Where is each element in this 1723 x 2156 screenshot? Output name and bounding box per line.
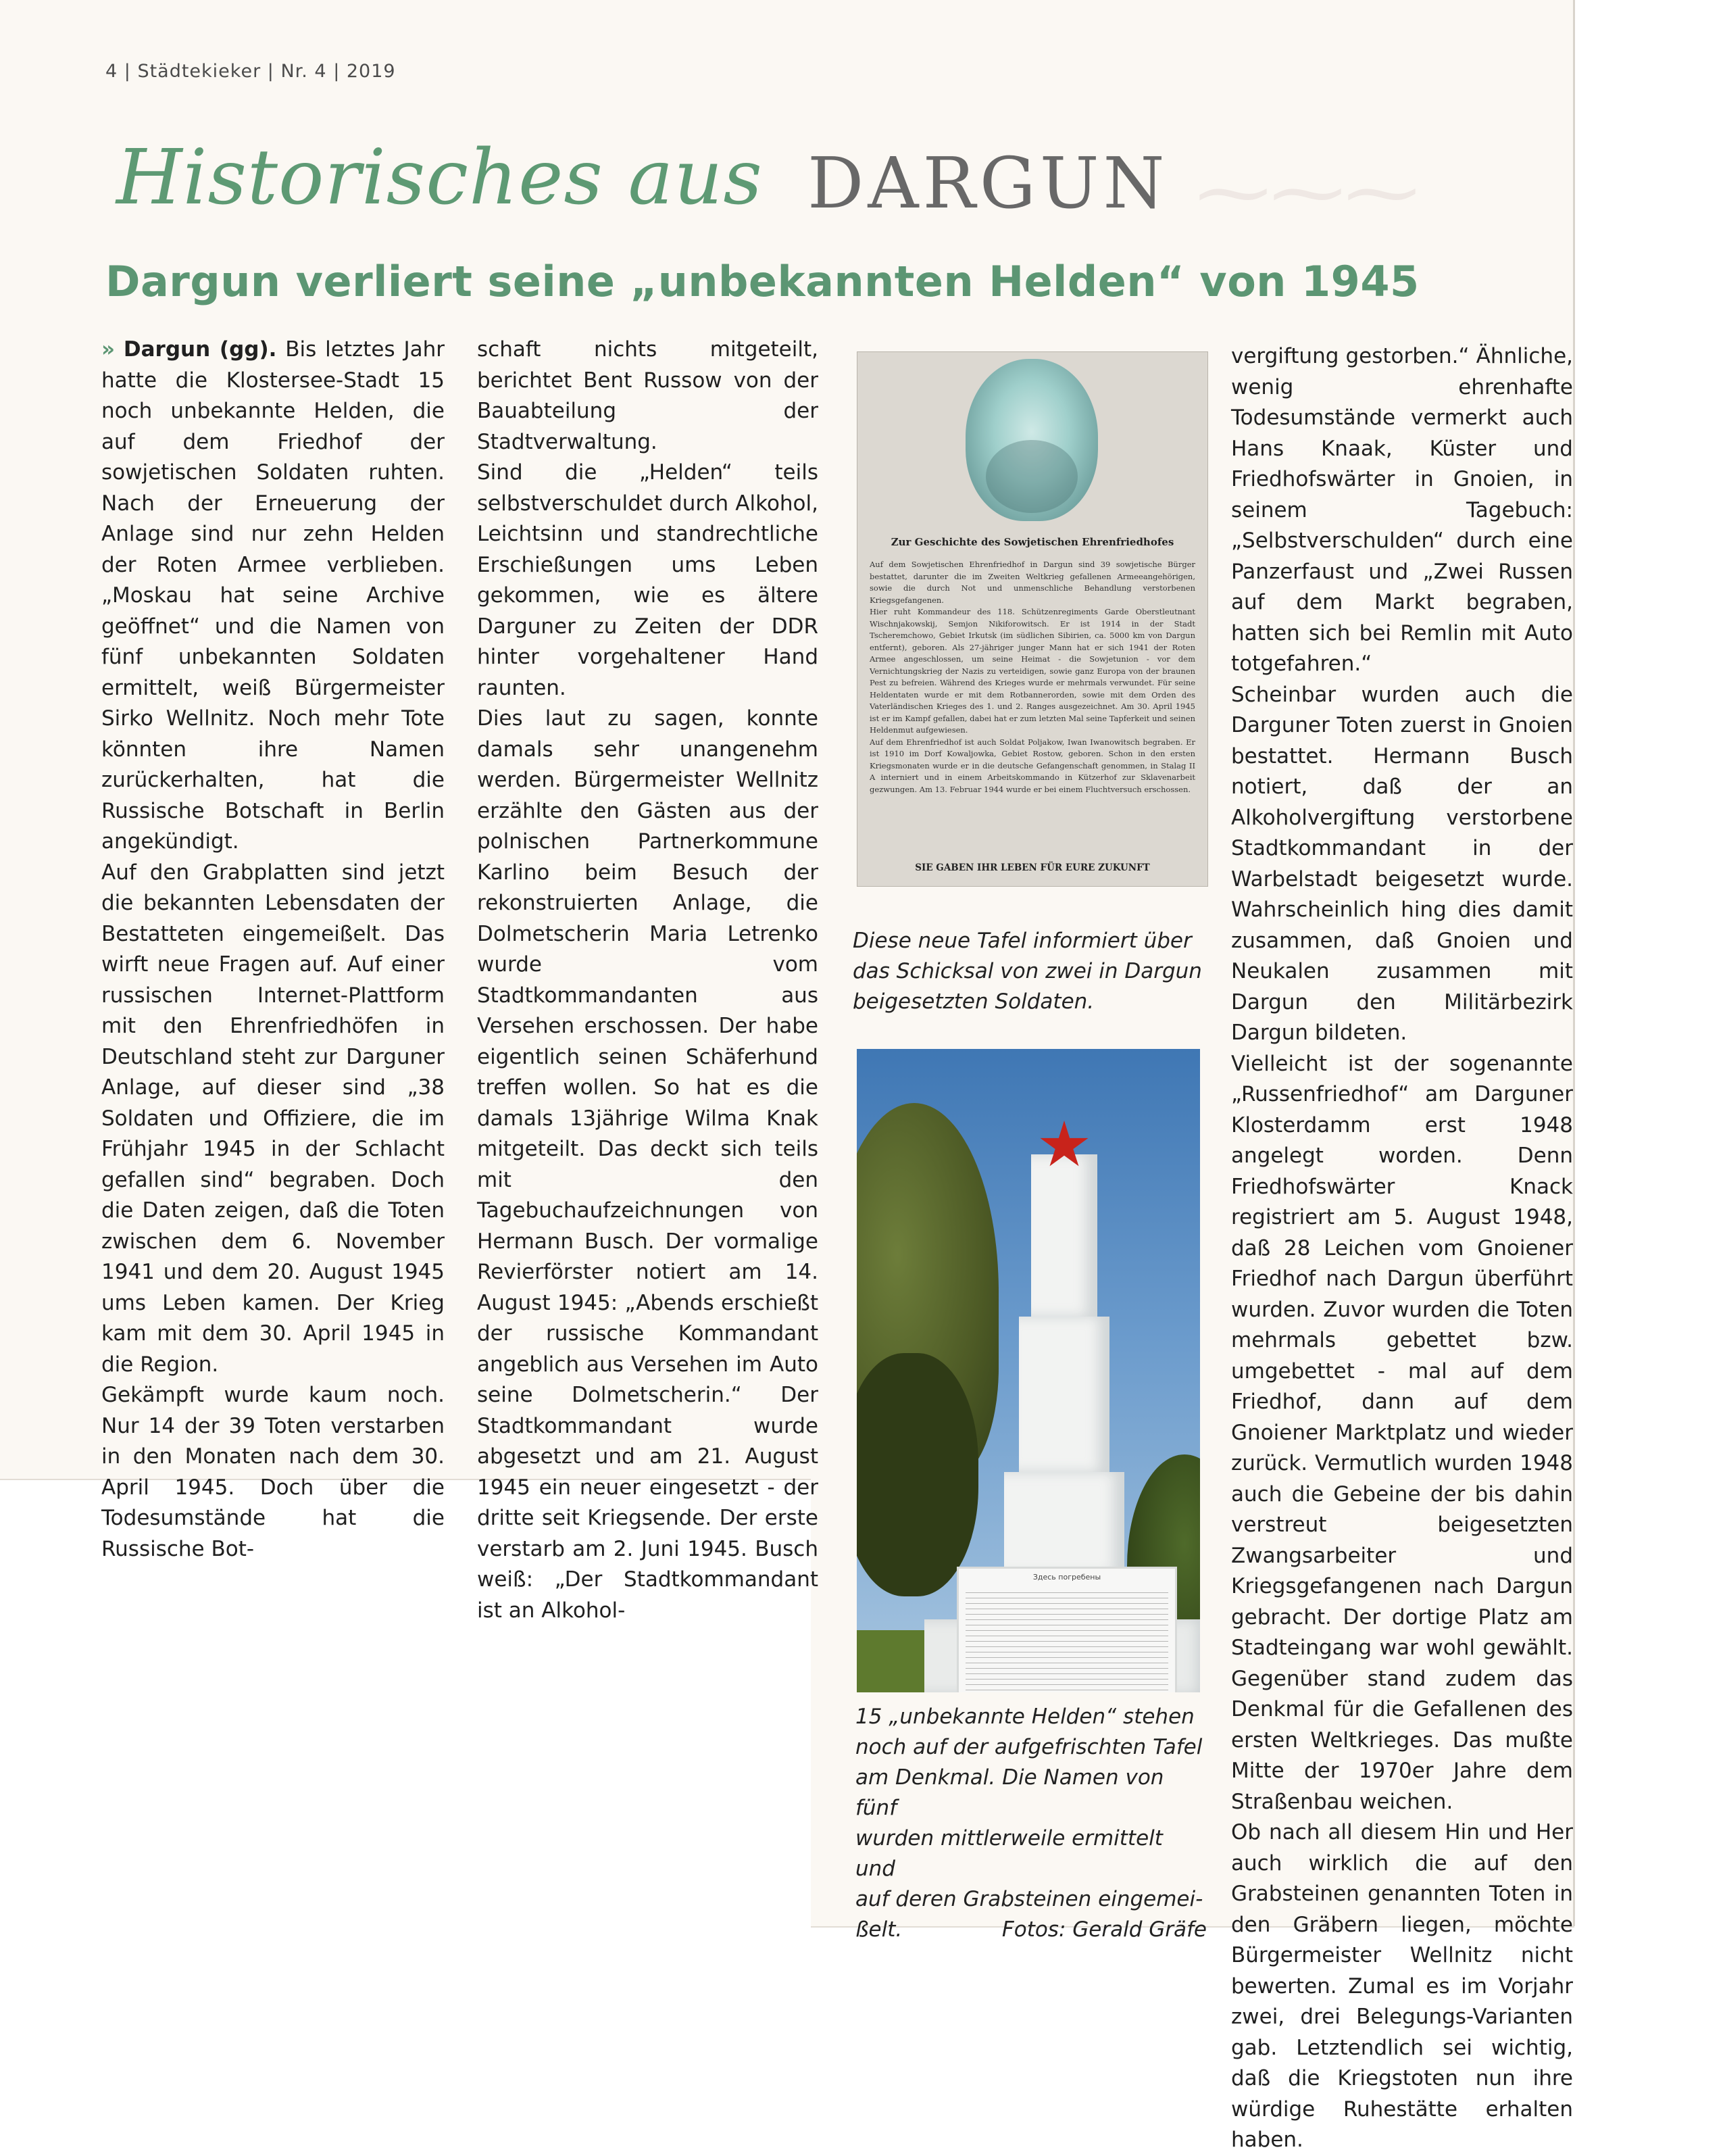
section-kicker-caps: DARGUN bbox=[807, 142, 1169, 224]
article-headline: Dargun verliert seine „unbekannten Helden“ von 1945 bbox=[105, 257, 1420, 306]
paragraph-text: Bis letztes Jahr hatte die Klostersee-Stadt 15 noch unbekannte Helden, die auf dem Friedhof der sowjetischen Soldaten ruhten. Nach der Erneuerung der Anlage sind nur zehn Helden der Roten Armee verblieben. „Moskau hat seine Archive geöffnet“ und die Namen von fünf unbekannten Soldaten ermittelt, weiß Bürgermeister Sirko Wellnitz. Noch mehr Tote könnten ihre Namen zurückerhalten, hat die Russische Botschaft in Berlin angekündigt. bbox=[101, 337, 445, 854]
page-folio: 4 | Städtekieker | Nr. 4 | 2019 bbox=[105, 61, 396, 82]
tablet-title: Здесь погребены bbox=[1032, 1573, 1101, 1582]
caption-line: am Denkmal. Die Namen von fünf bbox=[855, 1765, 1164, 1820]
plaque-title: Zur Geschichte des Sowjetischen Ehrenfriedhofes bbox=[891, 536, 1174, 548]
article-paragraph: Auf den Grabplatten sind jetzt die bekannten Lebensdaten der Bestatteten eingemeißelt. Das wirft neue Fragen auf. Auf einer russischen Internet-Plattform mit den Ehrenfriedhöfen in Deutschland steht zur Darguner Anlage, auf dieser sind „38 Soldaten und Offiziere, die im Frühjahr 1945 in der Schlacht gefallen sind“ begraben. Doch die Daten zeigen, daß die Toten zwischen dem 6. November 1941 und dem 20. August 1945 ums Leben kamen. Der Krieg kam mit dem 30. April 1945 in die Region. bbox=[101, 860, 445, 1377]
plaque-paragraph: Auf dem Sowjetischen Ehrenfriedhof in Dargun sind 39 sowjetische Bürger bestattet, darunter die im Zweiten Weltkrieg gefallenen Armeeangehörigen, sowie die durch Not und unmenschliche Behandlung verstorbenen Kriegsgefangenen. bbox=[870, 560, 1195, 605]
caption-line: wurden mittlerweile ermittelt und bbox=[855, 1826, 1163, 1881]
article-paragraph: Scheinbar wurden auch die Darguner Toten zuerst in Gnoien bestattet. Hermann Busch notiert, daß der an Alkoholvergiftung verstorbene Stadtkommandant in der Warbelstadt beigesetzt wurde. Wahrscheinlich hing dies damit zusammen, daß Gnoien und Neukalen zusammen mit Dargun den Militärbezirk Dargun bildeten. bbox=[1231, 682, 1573, 1045]
monument-caption bbox=[855, 1702, 1207, 1945]
caption-line: 15 „unbekannte Helden“ stehen bbox=[855, 1705, 1195, 1729]
article-paragraph: schaft nichts mitgeteilt, berichtet Bent Russow von der Bauabteilung der Stadtverwaltung. bbox=[477, 337, 818, 454]
soldier-portrait bbox=[966, 359, 1098, 521]
plaque-text bbox=[870, 559, 1195, 795]
show-through-decor: ⁓⁓⁓ bbox=[1196, 149, 1419, 235]
article-paragraph bbox=[101, 335, 445, 858]
portrait-shade bbox=[986, 440, 1078, 513]
caption-line: noch auf der aufgefrischten Tafel bbox=[855, 1735, 1203, 1759]
caption-last-line bbox=[855, 1915, 1207, 1945]
monument-tier bbox=[1019, 1317, 1109, 1472]
dateline: Dargun (gg). bbox=[123, 337, 277, 362]
lead-marker: » bbox=[101, 337, 116, 362]
article-paragraph: Gekämpft wurde kaum noch. Nur 14 der 39 Toten verstarben in den Monaten nach dem 30. April 1945. Doch über die Todesumstände hat die Russische Bot- bbox=[101, 1383, 445, 1561]
caption-line: auf deren Grabsteinen eingemei- bbox=[855, 1887, 1203, 1911]
section-kicker-script: Historisches aus bbox=[116, 134, 763, 222]
memorial-plaque-photo bbox=[857, 351, 1208, 887]
plaque-paragraph: Auf dem Ehrenfriedhof ist auch Soldat Poljakow, Iwan Iwanowitsch begraben. Er ist 1910 im Dorf Kowaljowka, Gebiet Rostow, geboren. Schon in den ersten Kriegsmonaten wurde er in die deutsche Gefangenschaft genommen, in Stalag II A interniert und in einem Arbeitskommando in Kützerhof zur Sklavenarbeit gezwungen. Am 13. Februar 1944 wurde er bei einem Fluchtversuch erschossen. bbox=[870, 737, 1195, 794]
article-paragraph: Dies laut zu sagen, konnte damals sehr unangenehm werden. Bürgermeister Wellnitz erzählte den Gästen aus der polnischen Partnerkommune Karlino beim Besuch der rekonstruierten Anlage, die Dolmetscherin Maria Letrenko wurde vom Stadtkommandanten aus Versehen erschossen. Der habe eigentlich seinen Schäferhund treffen wollen. So hat es die damals 13jährige Wilma Knak mitgeteilt. Das deckt sich teils mit den Tagebuchaufzeichnungen von Hermann Busch. Der vormalige Revierförster notiert am 14. August 1945: „Abends erschießt der russische Kommandant angeblich aus Versehen im Auto seine Dolmetscherin.“ Der Stadtkommandant wurde abgesetzt und am 21. August 1945 ein neuer eingesetzt - der dritte seit Kriegsende. Der erste verstarb am 2. Juni 1945. Busch weiß: „Der Stadtkommandant ist an Alkohol- bbox=[477, 706, 818, 1623]
plaque-footer: SIE GABEN IHR LEBEN FÜR EURE ZUKUNFT bbox=[915, 862, 1150, 873]
plaque-caption: Diese neue Tafel informiert über das Schicksal von zwei in Dargun beigesetzten Soldaten. bbox=[853, 929, 1202, 1014]
article-paragraph: Vielleicht ist der sogenannte „Russenfriedhof“ am Darguner Klosterdamm erst 1948 angelegt worden. Denn Friedhofswärter Knack registriert am 5. August 1948, daß 28 Leichen vom Gnoiener Friedhof nach Dargun überführt wurden. Zuvor wurden die Toten mehrmals gebettet bzw. umgebettet - mal auf dem Friedhof, dann auf dem Gnoiener Marktplatz und wieder zurück. Vermutlich wurden 1948 auch die Gebeine der bis dahin verstreut beigesetzten Zwangsarbeiter und Kriegsgefangenen nach Dargun gebracht. Der dortige Platz am Stadteingang war wohl gewählt. Gegenüber stand zudem das Denkmal für die Gefallenen des ersten Weltkrieges. Das mußte Mitte der 1970er Jahre dem Straßenbau weichen. bbox=[1231, 1051, 1573, 1814]
tree-shadow bbox=[857, 1353, 978, 1596]
plaque-paragraph: Hier ruht Kommandeur des 118. Schützenregiments Garde Oberstleutnant Wischnjakowskij, Semjon Nikiforowitsch. Er ist 1914 in der Stadt Tscheremchowo, Gebiet Irkutsk (im südlichen Sibirien, ca. 5000 km von Dargun entfernt), geboren. Als 27-jähriger junger Mann hat er sich 1941 der Roten Armee angeschlossen, um seine Heimat - die Sowjetunion - vor dem Vernichtungskrieg der Nazis zu verteidigen, sowie ganz Europa von der braunen Pest zu befreien. Während des Krieges wurde er mehrmals verwundet. Für seine Heldentaten wurde er mit dem Rotbannerorden, sowie mit dem Orden des Vaterländischen Krieges des 1. und 2. Ranges ausgezeichnet. Am 30. April 1945 ist er im Kampf gefallen, dabei hat er zum letzten Mal seine Tapferkeit und seinen Heldenmut aufgewiesen. bbox=[870, 607, 1195, 735]
monument-photo bbox=[857, 1049, 1200, 1692]
monument-tier bbox=[1031, 1154, 1097, 1317]
article-paragraph: vergiftung gestorben.“ Ähnliche, wenig ehrenhafte Todesumstände vermerkt auch Hans Knaak, Küster und Friedhofswärter in Gnoien, in seinem Tagebuch: „Selbstverschulden“ durch eine Panzerfaust und „Zwei Russen auf dem Markt begraben, hatten sich bei Remlin mit Auto totgefahren.“ bbox=[1231, 344, 1573, 676]
photo-credit: Fotos: Gerald Gräfe bbox=[1001, 1917, 1207, 1942]
names-tablet bbox=[957, 1567, 1177, 1692]
caption-line: ßelt. bbox=[855, 1917, 903, 1942]
page-edge bbox=[1573, 0, 1575, 1926]
article-paragraph: Ob nach all diesem Hin und Her auch wirklich die auf den Grabsteinen genannten Toten in den Gräbern liegen, möchte Bürgermeister Wellnitz nicht bewerten. Zumal es im Vorjahr zwei, drei Belegungs-Varianten gab. Letztendlich sei wichtig, daß die Kriegstoten nun ihre würdige Ruhestätte erhalten haben. bbox=[1231, 1820, 1573, 2152]
article-column-1 bbox=[101, 335, 445, 1565]
monument-tier bbox=[1004, 1472, 1124, 1573]
article-column-2 bbox=[477, 335, 818, 1626]
article-paragraph: Sind die „Helden“ teils selbstverschuldet durch Alkohol, Leichtsinn und standrechtliche Erschießungen ums Leben gekommen, wie es ältere Darguner zu Zeiten der DDR hinter vorgehaltener Hand raunten. bbox=[477, 460, 818, 700]
article-column-4 bbox=[1231, 341, 1573, 2156]
tablet-names bbox=[966, 1588, 1168, 1692]
